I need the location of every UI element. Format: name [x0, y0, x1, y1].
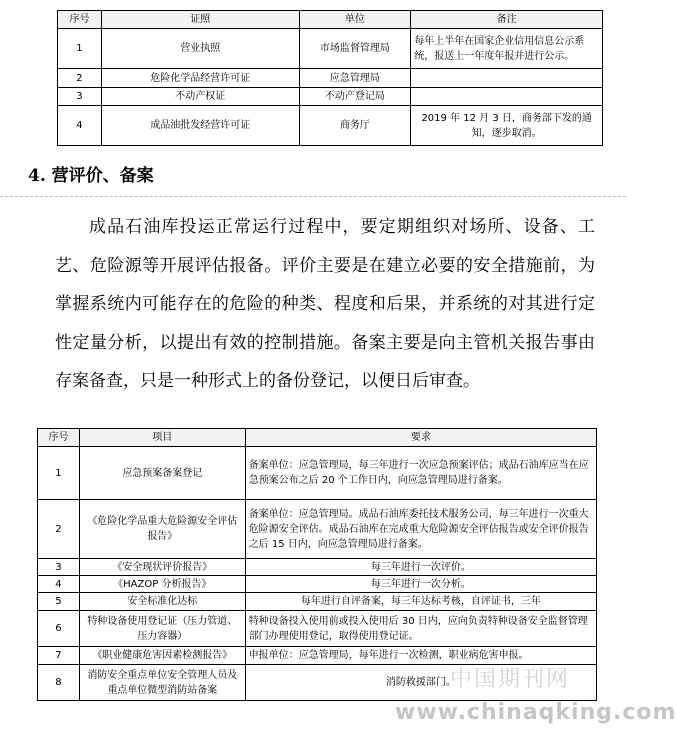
license-name: 危险化学品经营许可证	[101, 69, 299, 88]
item-name: 《HAZOP 分析报告》	[79, 576, 245, 593]
row-number: 2	[58, 69, 102, 88]
section-heading: 4. 营评价、备案	[28, 166, 154, 186]
watermark-url: www.chinaqking.com	[395, 700, 676, 725]
row-number: 4	[38, 576, 80, 593]
item-name: 《危险化学品重大危险源安全评估报告》	[79, 500, 245, 559]
note: 每年上半年在国家企业信用信息公示系统，报送上一年度年报并进行公示。	[411, 29, 603, 69]
row-number: 4	[58, 106, 102, 146]
issuing-unit: 市场监督管理局	[299, 29, 411, 69]
filing-requirements-table	[37, 428, 597, 701]
item-name: 《职业健康危害因素检测报告》	[79, 647, 245, 665]
table-row	[38, 611, 597, 647]
section-paragraph: 成品石油库投运正常运行过程中，要定期组织对场所、设备、工艺、危险源等开展评估报备。评价主要是在建立必要的安全措施前，为掌握系统内可能存在的危险的种类、程度和后果，并系统的对其进行定性定量分析，以提出有效的控制措施。备案主要是向主管机关报告事由存案备查，只是一种形式上的备份登记，以便日后审查。	[55, 217, 595, 391]
license-name: 成品油批发经营许可证	[101, 106, 299, 146]
requirement: 特种设备投入使用前或投入使用后 30 日内，应向负责特种设备安全监督管理部门办理使用登记，取得使用登记证。	[245, 611, 596, 647]
table-row	[38, 559, 597, 576]
requirement: 每三年进行一次分析。	[245, 576, 596, 593]
section-divider	[0, 196, 626, 197]
row-number: 2	[38, 500, 80, 559]
item-name: 应急预案备案登记	[79, 447, 245, 500]
col-header: 单位	[299, 11, 411, 29]
issuing-unit: 商务厅	[299, 106, 411, 146]
note	[411, 69, 603, 88]
requirement: 备案单位：应急管理局，每三年进行一次应急预案评估；成品石油库应当在应急预案公布之后 20 个工作日内，向应急管理局进行备案。	[245, 447, 596, 500]
table-row	[38, 593, 597, 611]
row-number: 3	[58, 88, 102, 106]
note	[411, 88, 603, 106]
table-row	[58, 69, 603, 88]
row-number: 5	[38, 593, 80, 611]
table-row	[58, 106, 603, 146]
item-name: 《安全现状评价报告》	[79, 559, 245, 576]
row-number: 3	[38, 559, 80, 576]
col-header: 序号	[38, 429, 80, 447]
col-header: 证照	[101, 11, 299, 29]
col-header: 要求	[245, 429, 596, 447]
row-number: 1	[58, 29, 102, 69]
requirement: 申报单位：应急管理局，每年进行一次检测，职业病危害申报。	[245, 647, 596, 665]
license-name: 不动产权证	[101, 88, 299, 106]
table-header-row	[38, 429, 597, 447]
row-number: 8	[38, 665, 80, 701]
table-row	[38, 647, 597, 665]
requirement: 备案单位：应急管理局。成品石油库委托技术服务公司，每三年进行一次重大危险源安全评估。成品石油库在完成重大危险源安全评估报告或安全评价报告之后 15 日内，向应急管理局进行备案。	[245, 500, 596, 559]
col-header: 项目	[79, 429, 245, 447]
note: 2019 年 12 月 3 日，商务部下发的通知，逐步取消。	[411, 106, 603, 146]
row-number: 1	[38, 447, 80, 500]
issuing-unit: 不动产登记局	[299, 88, 411, 106]
table-row	[38, 665, 597, 701]
license-table	[57, 10, 603, 146]
issuing-unit: 应急管理局	[299, 69, 411, 88]
table-row	[38, 500, 597, 559]
table-row	[58, 88, 603, 106]
col-header: 备注	[411, 11, 603, 29]
table-row	[38, 447, 597, 500]
requirement: 每三年进行一次评价。	[245, 559, 596, 576]
watermark-title: 中国期刊网	[450, 667, 571, 692]
requirement: 每年进行自评备案，每三年达标考核，自评证书，三年	[245, 593, 596, 611]
row-number: 7	[38, 647, 80, 665]
table-row	[38, 576, 597, 593]
row-number: 6	[38, 611, 80, 647]
item-name: 安全标准化达标	[79, 593, 245, 611]
table-row	[58, 29, 603, 69]
item-name: 特种设备使用登记证（压力管道、压力容器）	[79, 611, 245, 647]
requirement: 消防救援部门。	[245, 665, 596, 701]
item-name: 消防安全重点单位安全管理人员及重点单位微型消防站备案	[79, 665, 245, 701]
table-header-row	[58, 11, 603, 29]
license-name: 营业执照	[101, 29, 299, 69]
col-header: 序号	[58, 11, 102, 29]
